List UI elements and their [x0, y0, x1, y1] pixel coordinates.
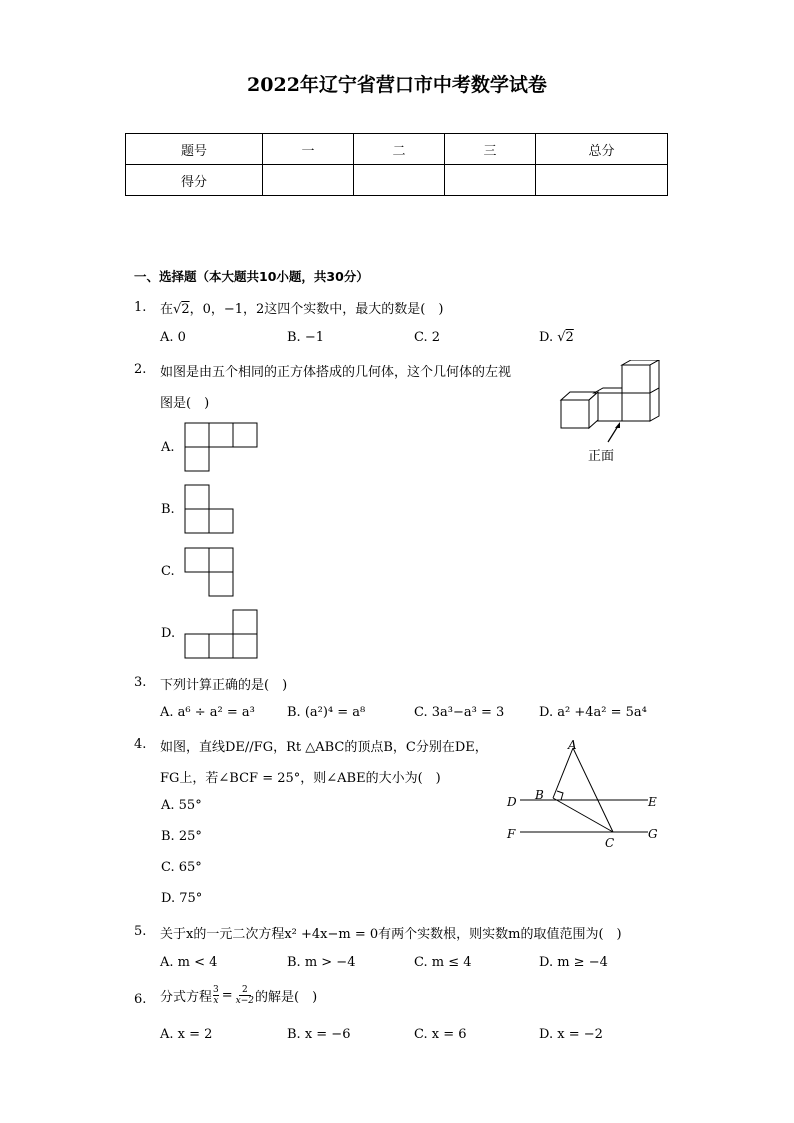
question-number: 4.	[134, 737, 147, 752]
score-cell: 一	[263, 134, 354, 165]
question-number: 5.	[134, 924, 147, 939]
option-c-grid	[184, 547, 236, 597]
triangle-figure	[500, 735, 670, 855]
question-2-line1: 如图是由五个相同的正方体搭成的几何体，这个几何体的左视	[160, 365, 512, 380]
q2-option-c: C.	[161, 564, 175, 579]
q4-option-c: C. 65°	[161, 860, 202, 875]
question-3-stem: 下列计算正确的是( )	[160, 678, 288, 693]
fraction-1-numerator: 3	[213, 985, 219, 995]
q3-option-d: D. a² +4a² = 5a⁴	[539, 705, 647, 720]
q3-option-a: A. a⁶ ÷ a² = a³	[160, 705, 255, 720]
question-number: 1.	[134, 300, 147, 315]
label-g: G	[648, 827, 658, 841]
section-heading: 一、选择题（本大题共10小题，共30分）	[134, 269, 369, 284]
question-number: 3.	[134, 675, 147, 690]
label-f: F	[507, 827, 516, 841]
question-6-stem: 分式方程 $\frac{3}{x}$ = $\frac{2}{x-2}$ 的解是( )	[160, 985, 318, 1006]
q3-option-c: C. 3a³−a³ = 3	[414, 705, 505, 720]
score-cell	[263, 165, 354, 196]
q4-option-d: D. 75°	[161, 891, 203, 906]
label-c: C	[605, 836, 615, 850]
option-a-grid	[184, 422, 260, 472]
q5-option-b: B. m > −4	[287, 955, 356, 970]
option-b-grid	[184, 484, 236, 534]
q2-option-a: A.	[161, 440, 175, 455]
score-cell: 得分	[126, 165, 263, 196]
q4-option-b: B. 25°	[161, 829, 202, 844]
q5-option-c: C. m ≤ 4	[414, 955, 472, 970]
q1-option-d-label: D.	[539, 330, 554, 345]
label-b: B	[535, 788, 544, 802]
question-2-line2: 图是( )	[160, 396, 210, 411]
score-table	[125, 133, 668, 196]
q2-option-d: D.	[161, 626, 176, 641]
sqrt2-symbol: √2	[173, 302, 190, 317]
score-cell	[536, 165, 668, 196]
score-cell: 题号	[126, 134, 263, 165]
q3-option-b: B. (a²)⁴ = a⁸	[287, 705, 366, 720]
score-cell	[354, 165, 445, 196]
q1-option-a: A. 0	[160, 330, 186, 345]
question-number: 6.	[134, 992, 147, 1007]
score-cell: 总分	[536, 134, 668, 165]
score-cell: 三	[445, 134, 536, 165]
question-5-stem: 关于x的一元二次方程x² +4x−m = 0有两个实数根，则实数m的取值范围为( )	[160, 927, 622, 942]
score-cell	[445, 165, 536, 196]
question-1-stem	[160, 298, 443, 317]
score-cell: 二	[354, 134, 445, 165]
q6-option-b: B. x = −6	[287, 1027, 351, 1042]
q6-option-a: A. x = 2	[160, 1027, 213, 1042]
q1-option-b: B. −1	[287, 330, 324, 345]
label-a: A	[568, 738, 577, 752]
q1-option-c: C. 2	[414, 330, 441, 345]
front-label: 正面	[588, 449, 615, 464]
label-e: E	[648, 795, 657, 809]
question-4-line1: 如图，直线DE//FG，Rt △ABC的顶点B，C分别在DE，	[160, 740, 488, 755]
label-d: D	[507, 795, 517, 809]
q2-option-b: B.	[161, 502, 175, 517]
q4-option-a: A. 55°	[161, 798, 202, 813]
exam-title: 2022年辽宁省营口市中考数学试卷	[247, 74, 547, 96]
score-table-score-row	[126, 165, 668, 196]
q6-pre: 分式方程	[160, 990, 213, 1005]
q5-option-a: A. m < 4	[160, 955, 218, 970]
q6-option-c: C. x = 6	[414, 1027, 467, 1042]
question-number: 2.	[134, 362, 147, 377]
fraction-1	[213, 985, 219, 1006]
q1-pre: 在	[160, 302, 174, 317]
q5-option-d: D. m ≥ −4	[539, 955, 608, 970]
fraction-2-denominator: x−2	[235, 996, 254, 1006]
fraction-2-numerator: 2	[239, 985, 251, 996]
q6-option-d: D. x = −2	[539, 1027, 603, 1042]
question-4-line2: FG上，若∠BCF = 25°，则∠ABE的大小为( )	[160, 771, 441, 786]
fraction-1-denominator: x	[213, 996, 219, 1006]
option-d-grid	[184, 609, 260, 659]
score-table-header-row	[126, 134, 668, 165]
q6-post: 的解是( )	[255, 990, 318, 1005]
q1-rest: ，0，−1，2这四个实数中，最大的数是( )	[189, 302, 444, 317]
fraction-2	[236, 985, 254, 1006]
q1-option-d: D. √2	[539, 330, 574, 345]
